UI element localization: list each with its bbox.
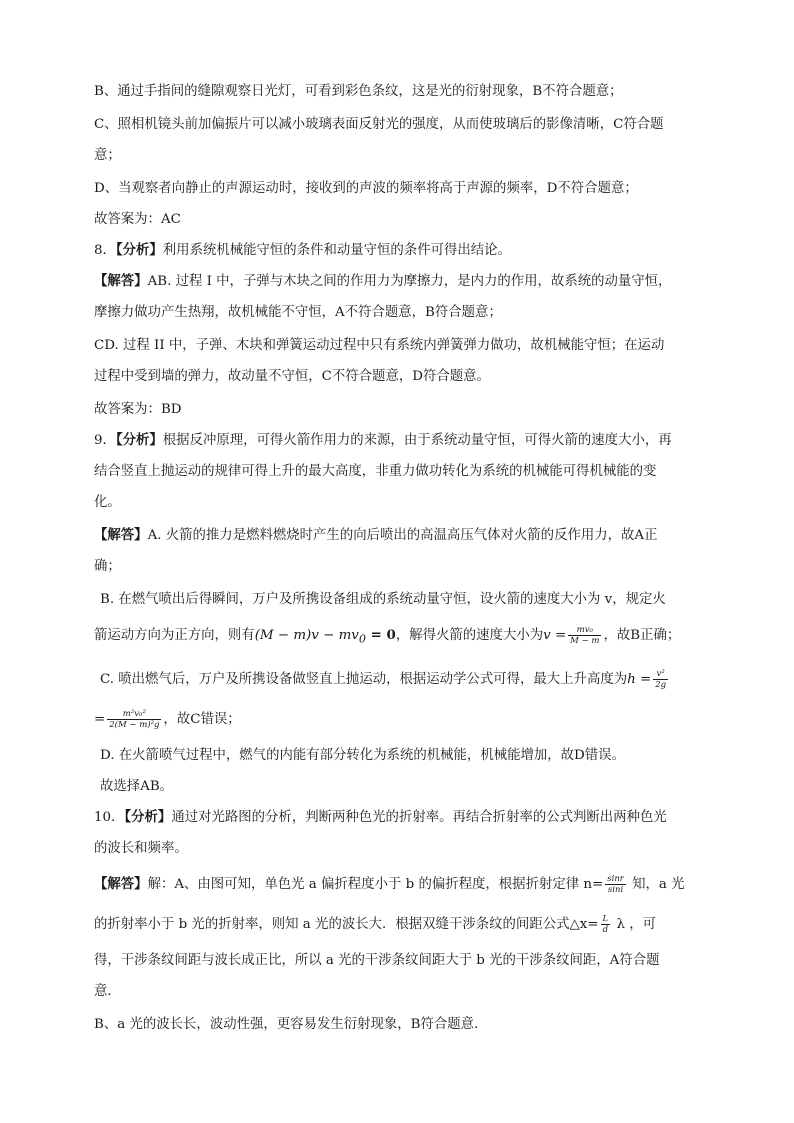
velocity-fraction: $\frac{\text{mv₀}}{M - m}$ — [570, 625, 600, 646]
text-line-with-formula: = $\frac{\text{m²v₀²}}{\text{2(M − m)²g}}$ ，故C错误； — [94, 708, 241, 730]
text-line: 故选择AB。 — [100, 778, 174, 794]
text-line: 故答案为：BD — [94, 402, 182, 417]
text-line: 的波长和频率。 — [94, 840, 188, 856]
text-line: 摩擦力做功产生热翔，故机械能不守恒，A不符合题意，B符合题意； — [94, 305, 502, 320]
analysis-tag: 【分析】 — [115, 432, 163, 448]
question-number: 10． — [94, 809, 125, 825]
refraction-fraction: $\frac{\sin r}{\sin i}$ — [607, 873, 624, 895]
question-8-analysis: 8．【分析】利用系统机械能守恒的条件和动量守恒的条件可得出结论。 — [94, 242, 511, 258]
text-line: 确； — [94, 559, 121, 574]
fringe-spacing-fraction: $\frac{L}{d}$ — [602, 913, 609, 935]
answer-tag: 【解答】 — [94, 875, 148, 892]
text-line: B、a 光的波长长，波动性强，更容易发生衍射现象，B符合题意． — [94, 1016, 488, 1032]
text-line-with-formula: 的折射率小于 b 光的折射率，则知 a 光的波长大．根据双缝干涉条纹的间距公式△x= $\frac{L}{d}$ λ ，可 — [94, 913, 656, 935]
text-line-with-formula: C. 喷出燃气后，万户及所携设备做竖直上抛运动，根据运动学公式可得，最大上升高度为h = $\frac{\text{v²}}{2g}$ — [100, 668, 667, 690]
text-line: B. 在燃气喷出后得瞬间，万户及所携设备组成的系统动量守恒，设火箭的速度大小为 v，规定火 — [100, 592, 666, 607]
text-line: D. 在火箭喷气过程中，燃气的内能有部分转化为系统的机械能，机械能增加，故D错误。 — [100, 747, 625, 763]
question-9-analysis: 9．【分析】根据反冲原理，可得火箭作用力的来源，由于系统动量守恒，可得火箭的速度大小，再 — [94, 432, 672, 448]
height-fraction: $\frac{\text{v²}}{2g}$ — [655, 668, 667, 690]
text-line: 得，干涉条纹间距与波长成正比，所以 a 光的干涉条纹间距大于 b 光的干涉条纹间距，A符合题 — [94, 952, 660, 968]
answer-tag: 【解答】 — [94, 527, 148, 543]
question-8-answer: 【解答】AB. 过程 I 中，子弹与木块之间的作用力为摩擦力，是内力的作用，故系统的动量守恒， — [94, 273, 672, 289]
height-result-fraction: $\frac{\text{m²v₀²}}{\text{2(M − m)²g}}$ — [109, 708, 160, 730]
question-9-answer: 【解答】A. 火箭的推力是燃料燃烧时产生的向后喷出的高温高压气体对火箭的反作用力，故A正 — [94, 527, 658, 543]
question-10-analysis: 10．【分析】通过对光路图的分析，判断两种色光的折射率。再结合折射率的公式判断出两种色光 — [94, 808, 667, 825]
text-line: D、当观察者向静止的声源运动时，接收到的声波的频率将高于声源的频率，D不符合题意； — [94, 181, 638, 196]
analysis-tag: 【分析】 — [124, 808, 172, 825]
answer-text — [94, 76, 700, 1040]
text-line: 意． — [94, 983, 121, 999]
text-line: B、通过手指间的缝隙观察日光灯，可看到彩色条纹，这是光的衍射现象，B不符合题意； — [94, 84, 623, 99]
answer-tag: 【解答】 — [94, 273, 148, 289]
text-line: 意； — [94, 148, 121, 163]
text-line: 故答案为：AC — [94, 212, 181, 227]
text-line: 过程中受到墙的弹力，故动量不守恒，C不符合题意，D符合题意。 — [94, 369, 490, 384]
text-line: CD. 过程 II 中，子弹、木块和弹簧运动过程中只有系统内弹簧弹力做功，故机械能守恒；在运动 — [94, 338, 665, 353]
text-line: 结合竖直上抛运动的规律可得上升的最大高度，非重力做功转化为系统的机械能可得机械能的变 — [94, 464, 657, 479]
question-number: 9． — [94, 433, 116, 448]
momentum-equation: $(M - m)v - mv_0 = 0$ — [254, 627, 396, 646]
text-line: 化。 — [94, 495, 121, 510]
question-number: 8． — [94, 243, 116, 258]
analysis-tag: 【分析】 — [115, 242, 163, 258]
text-line: C、照相机镜头前加偏振片可以减小玻璃表面反射光的强度，从而使玻璃后的影像清晰，C符合题 — [94, 117, 664, 132]
question-10-answer: 【解答】解：A、由图可知，单色光 a 偏折程度小于 b 的偏折程度，根据折射定律 n= $\frac{\sin r}{\sin i}$ 知，a 光 — [94, 873, 685, 895]
text-line-with-formula: 箭运动方向为正方向，则有$(M - m)v - mv_0 = 0$，解得火箭的速度大小为v = $\frac{\text{mv₀}}{M - m}$ ，故B正确； — [94, 625, 681, 646]
